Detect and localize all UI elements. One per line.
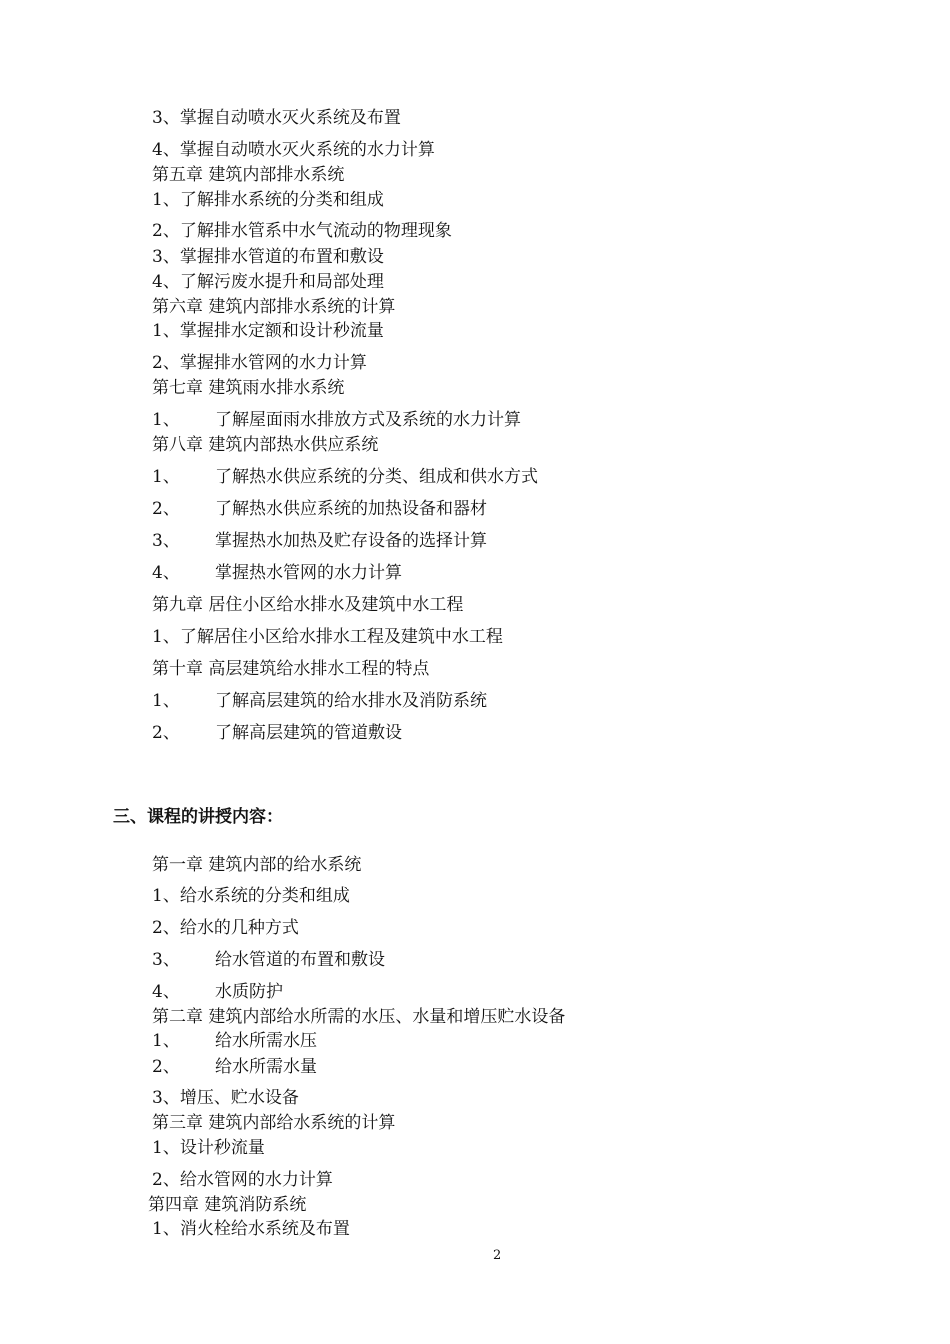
item-text: 掌握热水管网的水力计算 (215, 563, 402, 583)
chapter-title: 第十章 高层建筑给水排水工程的特点 (152, 659, 430, 679)
chapter-title: 第七章 建筑雨水排水系统 (152, 378, 345, 398)
list-item (152, 466, 712, 488)
item-text: 了解高层建筑的管道敷设 (215, 723, 402, 743)
item-number: 2、 (152, 723, 180, 743)
list-item (152, 562, 712, 584)
list-item: 4、掌握自动喷水灭火系统的水力计算 (152, 140, 435, 160)
list-item: 1、消火栓给水系统及布置 (152, 1219, 350, 1239)
item-text: 了解热水供应系统的加热设备和器材 (215, 499, 487, 519)
list-item: 1、给水系统的分类和组成 (152, 886, 350, 906)
list-item (152, 722, 712, 744)
item-text: 了解高层建筑的给水排水及消防系统 (215, 691, 487, 711)
list-item: 1、了解居住小区给水排水工程及建筑中水工程 (152, 627, 503, 647)
list-item: 3、掌握排水管道的布置和敷设 (152, 247, 384, 267)
chapter-title: 第三章 建筑内部给水系统的计算 (152, 1113, 396, 1133)
list-item (152, 949, 712, 971)
chapter-title: 第五章 建筑内部排水系统 (152, 165, 345, 185)
chapter-title: 第四章 建筑消防系统 (148, 1195, 307, 1215)
list-item: 4、了解污废水提升和局部处理 (152, 272, 384, 292)
item-number: 3、 (152, 950, 180, 970)
list-item: 2、给水的几种方式 (152, 918, 299, 938)
item-text: 了解热水供应系统的分类、组成和供水方式 (215, 467, 538, 487)
list-item: 2、掌握排水管网的水力计算 (152, 353, 367, 373)
chapter-title: 第二章 建筑内部给水所需的水压、水量和增压贮水设备 (152, 1007, 566, 1027)
list-item (152, 1030, 712, 1052)
list-item: 1、设计秒流量 (152, 1138, 265, 1158)
item-number: 1、 (152, 691, 180, 711)
item-text: 给水所需水压 (215, 1031, 317, 1051)
list-item: 1、了解排水系统的分类和组成 (152, 190, 384, 210)
item-text: 给水所需水量 (215, 1057, 317, 1077)
list-item: 3、掌握自动喷水灭火系统及布置 (152, 108, 401, 128)
item-number: 3、 (152, 531, 180, 551)
list-item (152, 981, 712, 1003)
list-item (152, 409, 712, 431)
list-item (152, 690, 712, 712)
item-text: 水质防护 (215, 982, 283, 1002)
list-item: 2、了解排水管系中水气流动的物理现象 (152, 221, 452, 241)
item-number: 1、 (152, 467, 180, 487)
chapter-title: 第一章 建筑内部的给水系统 (152, 855, 362, 875)
list-item (152, 498, 712, 520)
chapter-title: 第六章 建筑内部排水系统的计算 (152, 297, 396, 317)
item-number: 4、 (152, 563, 180, 583)
list-item: 1、掌握排水定额和设计秒流量 (152, 321, 384, 341)
list-item (152, 1056, 712, 1078)
item-text: 给水管道的布置和敷设 (215, 950, 385, 970)
section-heading: 三、课程的讲授内容： (113, 807, 283, 827)
list-item: 3、增压、贮水设备 (152, 1088, 299, 1108)
item-number: 2、 (152, 1057, 180, 1077)
item-number: 4、 (152, 982, 180, 1002)
item-number: 2、 (152, 499, 180, 519)
list-item (152, 530, 712, 552)
item-number: 1、 (152, 1031, 180, 1051)
item-text: 了解屋面雨水排放方式及系统的水力计算 (215, 410, 521, 430)
chapter-title: 第八章 建筑内部热水供应系统 (152, 435, 379, 455)
page-number: 2 (493, 1248, 502, 1263)
list-item: 2、给水管网的水力计算 (152, 1170, 333, 1190)
item-number: 1、 (152, 410, 180, 430)
item-text: 掌握热水加热及贮存设备的选择计算 (215, 531, 487, 551)
chapter-title: 第九章 居住小区给水排水及建筑中水工程 (152, 595, 464, 615)
